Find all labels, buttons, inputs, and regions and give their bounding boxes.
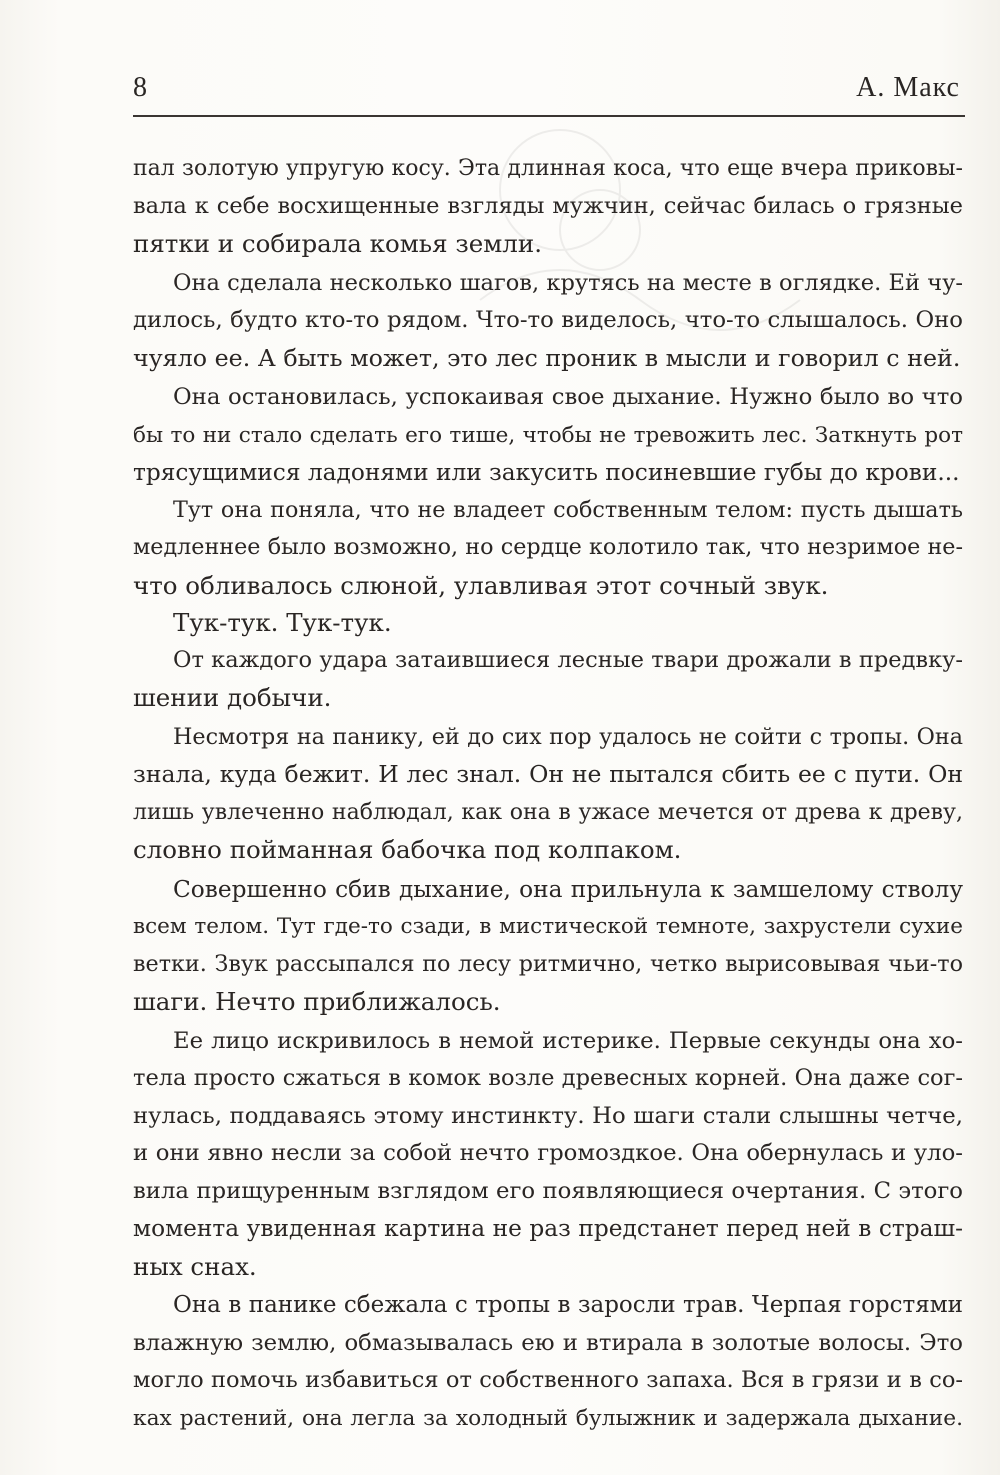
text-line: что обливалось слюной, улавливая этот сочный звук. [133, 570, 829, 600]
text-line: чуяло ее. А быть может, это лес проник в мысли и говорил с ней. [133, 343, 961, 372]
text-line: словно пойманная бабочка под колпаком. [133, 835, 682, 864]
body-text [133, 150, 963, 1437]
text-line: Ее лицо искривилось в немой истерике. Первые секунды она хо- [173, 1027, 963, 1054]
text-line: Совершенно сбив дыхание, она прильнула к замшелому стволу [173, 875, 963, 903]
text-line: ветки. Звук рассыпался по лесу ритмично, четко вырисовывая чьи-то [133, 950, 963, 977]
text-line: ках растений, она легла за холодный булыжник и задержала дыхание. [133, 1405, 963, 1431]
text-line: вала к себе восхищенные взгляды мужчин, сейчас билась о грязные [133, 192, 963, 219]
text-line: шении добычи. [133, 683, 332, 712]
text-line: Несмотря на панику, ей до сих пор удалось не сойти с тропы. Она [173, 723, 963, 750]
text-line: влажную землю, обмазывалась ею и втирала в золотые волосы. Это [133, 1329, 963, 1356]
text-line: От каждого удара затаившиеся лесные твари дрожали в предвку- [173, 646, 963, 673]
text-line: вила прищуренным взглядом его появляющиеся очертания. С этого [133, 1177, 963, 1204]
text-line: момента увиденная картина не раз предстанет перед ней в страш- [133, 1215, 963, 1242]
text-line: бы то ни стало сделать его тише, чтобы не тревожить лес. Заткнуть рот [133, 422, 963, 448]
header-rule [133, 115, 965, 117]
text-line: Тут она поняла, что не владеет собственным телом: пусть дышать [173, 496, 963, 523]
text-line: могло помочь избавиться от собственного запаха. Вся в грязи и в со- [133, 1367, 963, 1393]
text-line: нулась, поддаваясь этому инстинкту. Но шаги стали слышны четче, [133, 1102, 963, 1129]
text-line: ных снах. [133, 1251, 257, 1281]
text-line: трясущимися ладонями или закусить посиневшие губы до крови... [133, 459, 960, 486]
text-line: Тук-тук. Тук-тук. [173, 608, 392, 637]
text-line: и они явно несли за собой нечто громоздкое. Она обернулась и уло- [133, 1140, 963, 1166]
text-line: Она остановилась, успокаивая свое дыхание. Нужно было во что [173, 384, 963, 410]
text-line: пятки и собирала комья земли. [133, 229, 542, 258]
text-line: пал золотую упругую косу. Эта длинная коса, что еще вчера приковы- [133, 156, 963, 181]
text-line: тела просто сжаться в комок возле древесных корней. Она даже сог- [133, 1065, 963, 1091]
text-line: всем телом. Тут где-то сзади, в мистической темноте, захрустели сухие [133, 914, 963, 939]
text-line: знала, куда бежит. И лес знал. Он не пытался сбить ее с пути. Он [133, 760, 963, 788]
text-line: медленнее было возможно, но сердце колотило так, что незримое не- [133, 534, 963, 560]
page-number: 8 [133, 72, 147, 103]
text-line: шаги. Нечто приближалось. [133, 987, 501, 1016]
text-line: лишь увлеченно наблюдал, как она в ужасе мечется от древа к древу, [133, 799, 963, 825]
text-line: дилось, будто кто-то рядом. Что-то виделось, что-то слышалось. Оно [133, 307, 963, 333]
running-header [133, 70, 965, 112]
text-line: Она сделала несколько шагов, крутясь на месте в оглядке. Ей чу- [173, 269, 963, 296]
author-name: А. Макс [856, 72, 960, 103]
text-line: Она в панике сбежала с тропы в заросли трав. Черпая горстями [173, 1292, 963, 1318]
